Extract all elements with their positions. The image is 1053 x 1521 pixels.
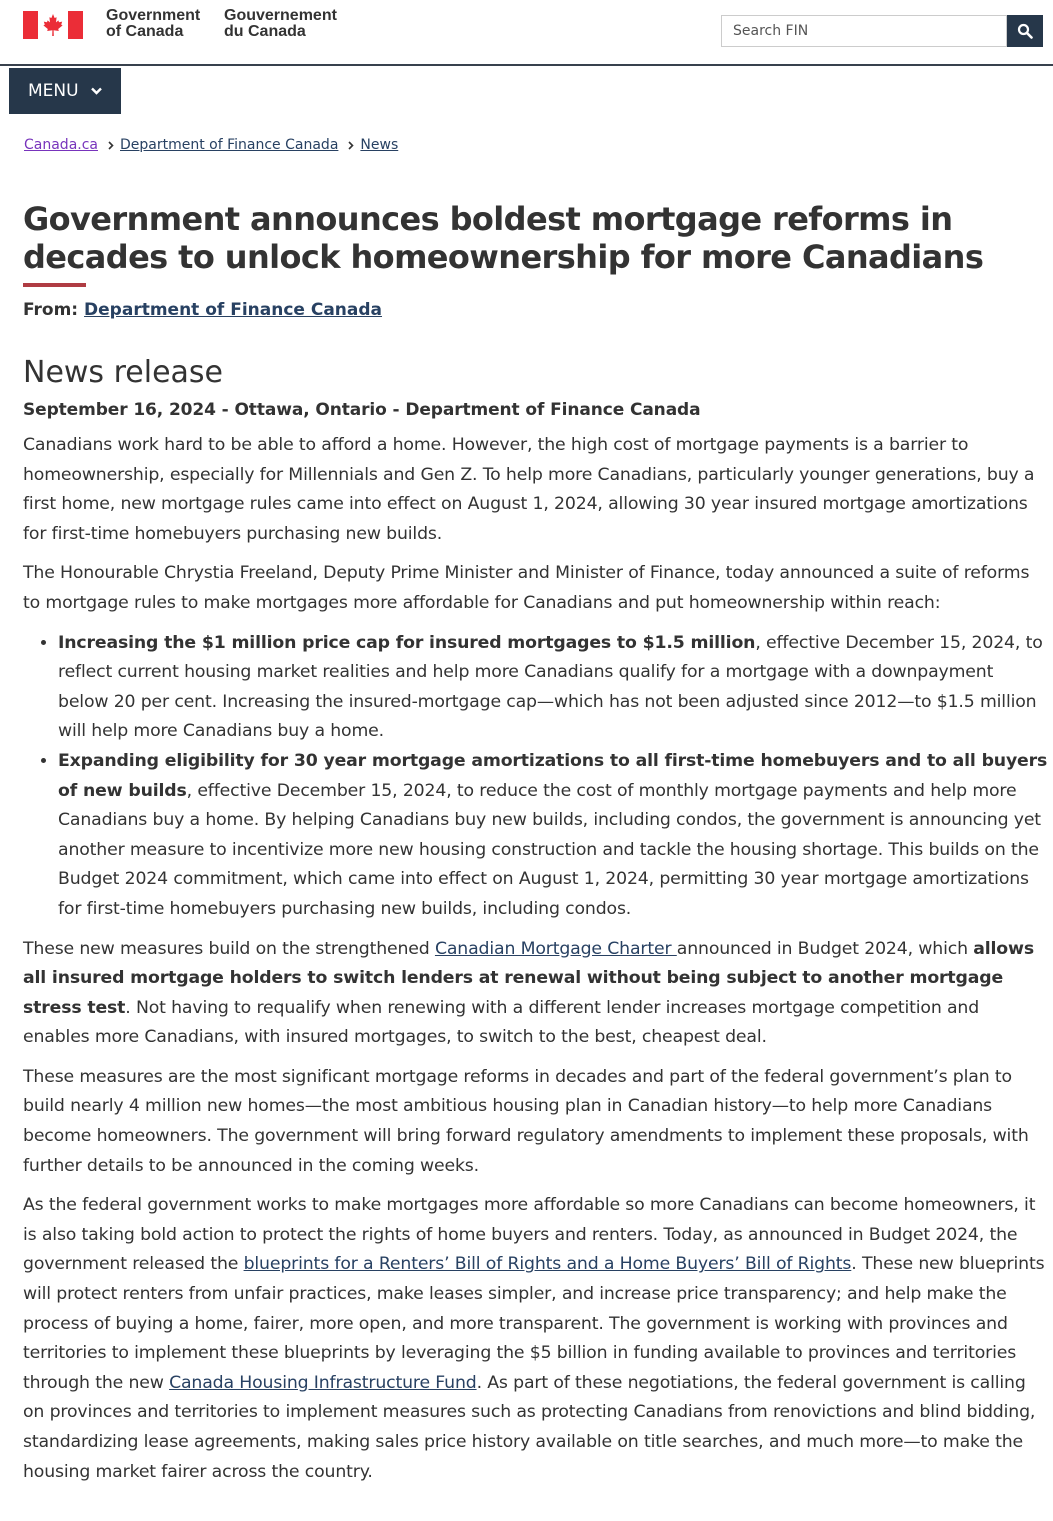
paragraph-4: These measures are the most significant mortgage reforms in decades and part of the federal government’s plan to build nearly 4 million new homes—the most ambitious housing plan in Canadian history—to help more Canadians become homeowners. The government will bring forward regulatory amendments to implement these proposals, with further details to be announced in the coming weeks. [23,1066,1029,1176]
signature-french: Gouvernement du Canada [224,7,337,40]
reform-list [23,629,1048,925]
from-line: From: Department of Finance Canada [23,300,383,320]
paragraph-1: Canadians work hard to be able to afford a home. However, the high cost of mortgage payments is a barrier to homeownership, especially for Millennials and Gen Z. To help more Canadians, particularly younger generations, buy a first home, new mortgage rules came into effect on August 1, 2024, allowing 30 year insured mortgage amortizations for first-time homebuyers purchasing new builds. [23,435,1035,544]
list-item: • Expanding eligibility for 30 year mortgage amortizations to all first-time homebuyers and to all buyers of new builds, effective December 15, 2024, to reduce the cost of monthly mortgage payments and help more Canadians buy a home. By helping Canadians buy new builds, including condos, the government is announcing yet another measure to incentivize more new housing construction and tackle the housing shortage. This builds on the Budget 2024 commitment, which came into effect on August 1, 2024, permitting 30 year mortgage amortizations for first-time homebuyers purchasing new builds, including condos. [58,747,1048,925]
paragraph-3: These new measures build on the strengthened Canadian Mortgage Charter announced in Budget 2024, which allows all insured mortgage holders to switch lenders at renewal without being subject to another mortgage stress test. Not having to requalify when renewing with a different lender increases mortgage competition and enables more Canadians, with insured mortgages, to switch to the best, cheapest deal. [23,938,1034,1048]
search-button[interactable] [1007,15,1043,47]
site-header [0,0,1053,66]
article-content [23,200,1048,1487]
breadcrumb-link-finance[interactable]: Department of Finance Canada [120,137,339,153]
canada-flag-icon[interactable] [23,11,83,39]
paragraph-2: The Honourable Chrystia Freeland, Deputy Prime Minister and Minister of Finance, today announced a suite of reforms to mortgage rules to make mortgages more affordable for Canadians and put homeownership within reach: [23,563,1030,613]
signature-english: Government of Canada [106,7,201,40]
chevron-down-icon [91,87,102,95]
breadcrumb [24,136,398,154]
list-item: • Increasing the $1 million price cap for insured mortgages to $1.5 million, effective December 15, 2024, to reflect current housing market realities and help more Canadians qualify for a mortgage with a downpayment below 20 per cent. Increasing the insured-mortgage cap—which has not been adjusted since 2012—to $1.5 million will help more Canadians buy a home. [58,629,1048,747]
chevron-right-icon [348,141,354,150]
bill-of-rights-link[interactable]: blueprints for a Renters’ Bill of Rights and a Home Buyers’ Bill of Rights [243,1254,852,1275]
section-heading: News release [23,355,223,390]
search-input[interactable] [721,15,1007,47]
menu-button[interactable] [9,68,121,114]
mortgage-charter-link[interactable]: Canadian Mortgage Charter [434,938,677,959]
search-icon [1017,23,1033,39]
from-department-link[interactable]: Department of Finance Canada [84,300,383,320]
breadcrumb-link-canada[interactable]: Canada.ca [24,137,98,153]
title-underline [23,283,86,287]
chevron-right-icon [108,141,114,150]
dateline: September 16, 2024 - Ottawa, Ontario - Department of Finance Canada [23,400,701,420]
page-title: Government announces boldest mortgage reforms in decades to unlock homeownership for more Canadians [23,200,984,276]
search-bar [721,15,1043,47]
housing-fund-link[interactable]: Canada Housing Infrastructure Fund [169,1372,477,1393]
menu-label: MENU [28,81,79,101]
breadcrumb-link-news[interactable]: News [360,137,399,153]
paragraph-5: As the federal government works to make mortgages more affordable so more Canadians can become homeowners, it is also taking bold action to protect the rights of home buyers and renters. Today, as announced in Budget 2024, the government released the blueprints for a Renters’ Bill of Rights and a Home Buyers’ Bill of Rights. These new blueprints will protect renters from unfair practices, make leases simpler, and increase price transparency; and help make the process of buying a home, fairer, more open, and more transparent. The government is working with provinces and territories to implement these blueprints by leveraging the $5 billion in funding available to provinces and territories through the new Canada Housing Infrastructure Fund. As part of these negotiations, the federal government is calling on provinces and territories to implement measures such as protecting Canadians from renovictions and blind bidding, standardizing lease agreements, making sales price history available on title searches, and much more—to make the housing market fairer across the country. [23,1195,1045,1482]
maple-leaf-icon [41,13,65,37]
